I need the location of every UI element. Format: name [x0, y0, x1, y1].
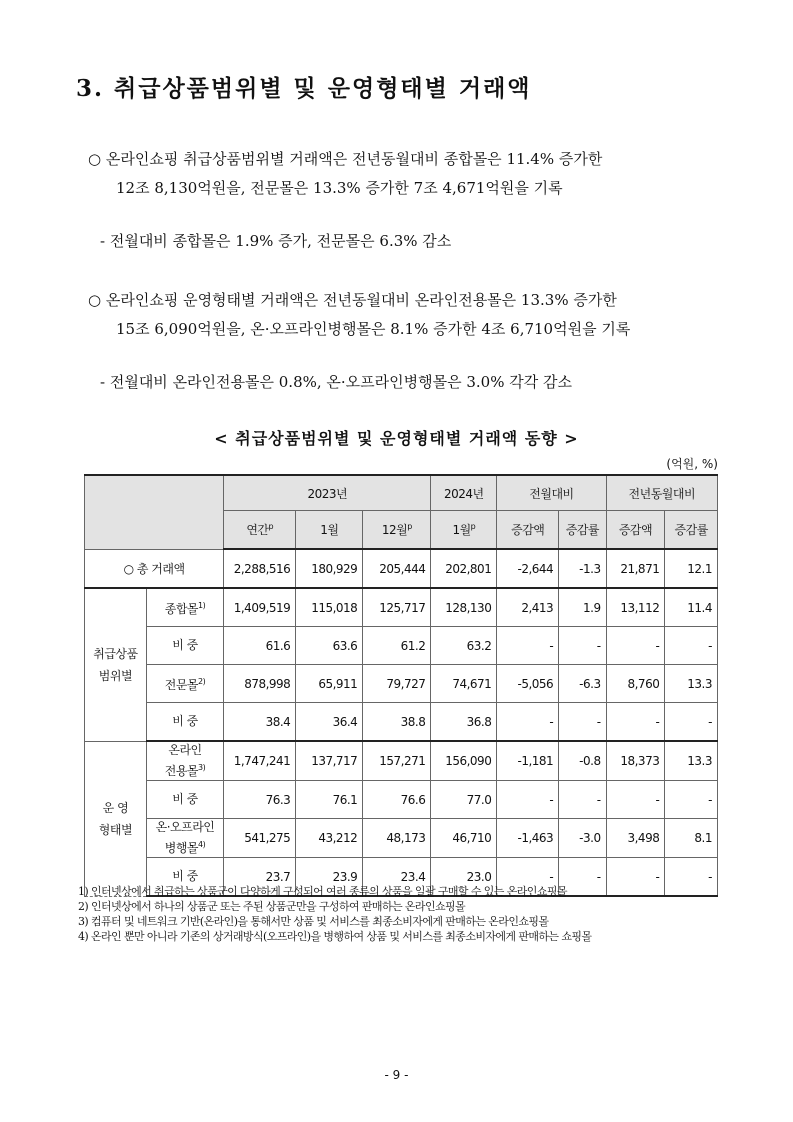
- cell: 2,413: [497, 588, 559, 627]
- cell: 205,444: [363, 549, 431, 588]
- cell: 61.2: [363, 627, 431, 665]
- paragraph-operation-type: [88, 286, 728, 344]
- cell: 38.8: [363, 703, 431, 742]
- cell: 77.0: [431, 781, 497, 819]
- footnote: 1) 인터넷상에서 취급하는 상품군이 다양하게 구성되어 여러 종류의 상품을 일괄 구매할 수 있는 온라인쇼핑몰: [78, 885, 567, 898]
- cell: 63.2: [431, 627, 497, 665]
- cell: -: [559, 703, 606, 742]
- cell: -: [665, 858, 718, 897]
- cell: 157,271: [363, 741, 431, 781]
- cell: 11.4: [665, 588, 718, 627]
- cell: 36.8: [431, 703, 497, 742]
- paragraph-line: 15조 6,090억원을, 온·오프라인병행몰은 8.1% 증가한 4조 6,710억원을 기록: [116, 320, 631, 338]
- cell: -0.8: [559, 741, 606, 781]
- group-label-line: 형태별: [98, 822, 133, 837]
- header-mom-rate: 증감률: [559, 511, 606, 550]
- cell: -: [606, 858, 665, 897]
- row-label: ○ 총 거래액: [85, 549, 224, 588]
- cell: 541,275: [224, 819, 296, 858]
- cell: 63.6: [296, 627, 363, 665]
- row-label: 온라인 전용몰$^{3)}$: [146, 741, 223, 781]
- group-label: [85, 741, 147, 896]
- cell: -1,181: [497, 741, 559, 781]
- header-jan-2024: 1월$^p$: [431, 511, 497, 550]
- header-annual: 연간$^p$: [224, 511, 296, 550]
- cell: 3,498: [606, 819, 665, 858]
- cell: -1,463: [497, 819, 559, 858]
- row-label: 비 중: [146, 858, 223, 897]
- header-dec: 12월$^p$: [363, 511, 431, 550]
- row-label: 비 중: [146, 627, 223, 665]
- header-yoy-diff: 증감액: [606, 511, 665, 550]
- cell: 125,717: [363, 588, 431, 627]
- cell: 21,871: [606, 549, 665, 588]
- row-label: 비 중: [146, 781, 223, 819]
- cell: 137,717: [296, 741, 363, 781]
- footnote: 3) 컴퓨터 및 네트워크 기반(온라인)을 통해서만 상품 및 서비스를 최종소비자에게 판매하는 온라인쇼핑몰: [78, 915, 549, 928]
- cell: 13.3: [665, 665, 718, 703]
- table-row: [85, 781, 718, 819]
- cell: 13,112: [606, 588, 665, 627]
- table-row: [85, 819, 718, 858]
- table-unit: (억원, %): [666, 457, 718, 471]
- header-mom: 전월대비: [497, 475, 606, 511]
- cell: -3.0: [559, 819, 606, 858]
- table-row: [85, 665, 718, 703]
- cell: 12.1: [665, 549, 718, 588]
- paragraph-line: 12조 8,130억원을, 전문몰은 13.3% 증가한 7조 4,671억원을 기록: [116, 179, 563, 197]
- header-yoy-rate: 증감률: [665, 511, 718, 550]
- footnotes: [78, 884, 738, 944]
- header-2023: 2023년: [224, 475, 431, 511]
- header-jan: 1월: [296, 511, 363, 550]
- table-row-total: [85, 549, 718, 588]
- cell: 156,090: [431, 741, 497, 781]
- cell: 79,727: [363, 665, 431, 703]
- row-label: 비 중: [146, 703, 223, 742]
- header-blank: [85, 475, 224, 549]
- cell: 43,212: [296, 819, 363, 858]
- header-2024: 2024년: [431, 475, 497, 511]
- cell: 202,801: [431, 549, 497, 588]
- cell: -: [559, 858, 606, 897]
- header-yoy: 전년동월대비: [606, 475, 717, 511]
- cell: -: [606, 703, 665, 742]
- cell: 180,929: [296, 549, 363, 588]
- cell: 61.6: [224, 627, 296, 665]
- group-label-line: 운 영: [102, 800, 129, 815]
- cell: -: [497, 703, 559, 742]
- table-title: < 취급상품범위별 및 운영형태별 거래액 동향 >: [214, 429, 579, 448]
- row-label: 전문몰$^{2)}$: [146, 665, 223, 703]
- cell: 76.3: [224, 781, 296, 819]
- group-label-line: 취급상품: [93, 646, 138, 661]
- cell: -: [559, 781, 606, 819]
- cell: 23.7: [224, 858, 296, 897]
- cell: 18,373: [606, 741, 665, 781]
- cell: -: [606, 781, 665, 819]
- transaction-table: [84, 474, 718, 897]
- footnote: 2) 인터넷상에서 하나의 상품군 또는 주된 상품군만을 구성하여 판매하는 온라인쇼핑몰: [78, 900, 466, 913]
- cell: 76.6: [363, 781, 431, 819]
- cell: 13.3: [665, 741, 718, 781]
- cell: 8,760: [606, 665, 665, 703]
- footnote: 4) 온라인 뿐만 아니라 기존의 상거래방식(오프라인)을 병행하여 상품 및 서비스를 최종소비자에게 판매하는 쇼핑몰: [78, 930, 592, 943]
- cell: -: [665, 703, 718, 742]
- cell: -: [497, 627, 559, 665]
- cell: -: [665, 781, 718, 819]
- cell: 1,747,241: [224, 741, 296, 781]
- cell: 76.1: [296, 781, 363, 819]
- cell: 46,710: [431, 819, 497, 858]
- page-number: - 9 -: [384, 1068, 409, 1082]
- group-label-line: 범위별: [98, 668, 133, 683]
- cell: -: [665, 627, 718, 665]
- cell: 1,409,519: [224, 588, 296, 627]
- cell: 48,173: [363, 819, 431, 858]
- cell: 128,130: [431, 588, 497, 627]
- cell: -: [497, 858, 559, 897]
- cell: 1.9: [559, 588, 606, 627]
- table-row: [85, 741, 718, 781]
- cell: -: [606, 627, 665, 665]
- group-label: [85, 588, 147, 741]
- bullet-mom-operation-type: - 전월대비 온라인전용몰은 0.8%, 온·오프라인병행몰은 3.0% 각각 감소: [100, 373, 572, 391]
- cell: 115,018: [296, 588, 363, 627]
- header-mom-diff: 증감액: [497, 511, 559, 550]
- table-row: [85, 588, 718, 627]
- cell: 8.1: [665, 819, 718, 858]
- cell: 23.9: [296, 858, 363, 897]
- cell: -: [559, 627, 606, 665]
- cell: -2,644: [497, 549, 559, 588]
- cell: 65,911: [296, 665, 363, 703]
- section-heading: 3. 취급상품범위별 및 운영형태별 거래액: [76, 75, 532, 102]
- cell: 38.4: [224, 703, 296, 742]
- cell: 36.4: [296, 703, 363, 742]
- paragraph-line: ○ 온라인쇼핑 취급상품범위별 거래액은 전년동월대비 종합몰은 11.4% 증가한: [88, 150, 603, 168]
- cell: 74,671: [431, 665, 497, 703]
- row-label: 종합몰$^{1)}$: [146, 588, 223, 627]
- cell: 2,288,516: [224, 549, 296, 588]
- cell: -1.3: [559, 549, 606, 588]
- table-row: [85, 627, 718, 665]
- cell: -5,056: [497, 665, 559, 703]
- cell: -6.3: [559, 665, 606, 703]
- row-label: 온·오프라인 병행몰$^{4)}$: [146, 819, 223, 858]
- cell: 23.4: [363, 858, 431, 897]
- paragraph-product-range: [88, 145, 728, 203]
- bullet-mom-product-range: - 전월대비 종합몰은 1.9% 증가, 전문몰은 6.3% 감소: [100, 232, 452, 250]
- cell: -: [497, 781, 559, 819]
- cell: 878,998: [224, 665, 296, 703]
- paragraph-line: ○ 온라인쇼핑 운영형태별 거래액은 전년동월대비 온라인전용몰은 13.3% 증가한: [88, 291, 617, 309]
- cell: 23.0: [431, 858, 497, 897]
- table-row: [85, 703, 718, 742]
